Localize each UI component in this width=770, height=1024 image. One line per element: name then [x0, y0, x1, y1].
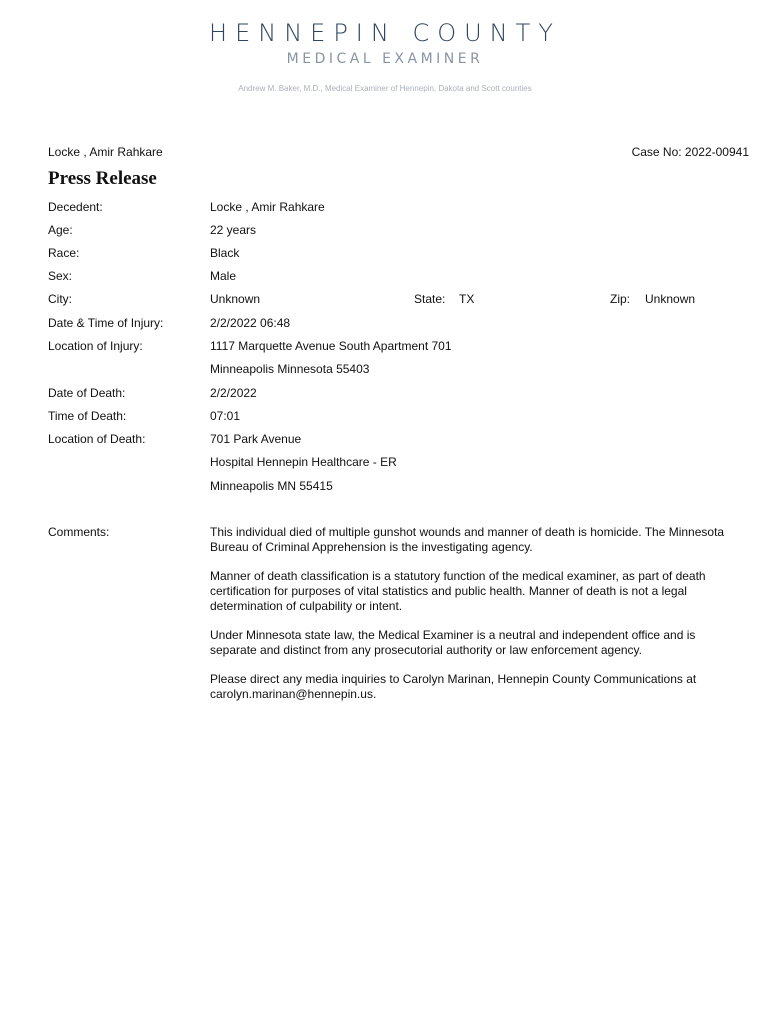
decedent-label: Decedent: [48, 200, 103, 214]
death-location-line-1: 701 Park Avenue [210, 432, 302, 446]
decedent-value: Locke , Amir Rahkare [210, 200, 325, 214]
injury-location-line-2: Minneapolis Minnesota 55403 [210, 362, 370, 376]
injury-location-line-1: 1117 Marquette Avenue South Apartment 701 [210, 339, 452, 353]
death-time-value: 07:01 [210, 409, 241, 423]
city-label: City: [48, 292, 72, 306]
sex-label: Sex: [48, 269, 73, 283]
state-label: State: [414, 292, 446, 306]
comments-label: Comments: [48, 525, 110, 539]
death-location-line-2: Hospital Hennepin Healthcare - ER [210, 455, 397, 469]
comment-paragraph: Manner of death classification is a statutory function of the medical examiner, as part of death certification for purposes of vital statistics and public health. Manner of death is not a legal determination of culpability or intent. [210, 569, 706, 613]
state-value: TX [459, 292, 475, 306]
zip-label: Zip: [610, 292, 631, 306]
city-value: Unknown [210, 292, 261, 306]
age-label: Age: [48, 223, 73, 237]
injury-location-label: Location of Injury: [48, 339, 143, 353]
injury-datetime-label: Date & Time of Injury: [48, 316, 164, 330]
letterhead [0, 18, 770, 94]
death-date-label: Date of Death: [48, 386, 126, 400]
death-time-label: Time of Death: [48, 409, 127, 423]
org-subtitle: MEDICAL EXAMINER [286, 51, 484, 67]
comments-body [210, 525, 740, 716]
case-number: Case No: 2022-00941 [631, 145, 749, 159]
sex-value: Male [210, 269, 237, 283]
comment-paragraph: Under Minnesota state law, the Medical Examiner is a neutral and independent office and is separate and distinct from any prosecutorial authority or law enforcement agency. [210, 628, 696, 657]
zip-value: Unknown [645, 292, 696, 306]
top-row [48, 145, 749, 159]
death-date-value: 2/2/2022 [210, 386, 257, 400]
age-value: 22 years [210, 223, 257, 237]
org-name: HENNEPIN COUNTY [209, 19, 561, 47]
page-title: Press Release [48, 168, 157, 189]
injury-datetime-value: 2/2/2022 06:48 [210, 316, 291, 330]
top-decedent-name: Locke , Amir Rahkare [48, 145, 163, 159]
race-label: Race: [48, 246, 80, 260]
comment-paragraph: Please direct any media inquiries to Carolyn Marinan, Hennepin County Communications at carolyn.marinan@hennepin.us. [210, 672, 697, 701]
death-location-line-3: Minneapolis MN 55415 [210, 479, 333, 493]
death-location-label: Location of Death: [48, 432, 146, 446]
org-tagline: Andrew M. Baker, M.D., Medical Examiner of Hennepin, Dakota and Scott counties [238, 84, 532, 93]
race-value: Black [210, 246, 240, 260]
comment-paragraph: This individual died of multiple gunshot wounds and manner of death is homicide. The Minnesota Bureau of Criminal Apprehension is the investigating agency. [210, 525, 725, 554]
